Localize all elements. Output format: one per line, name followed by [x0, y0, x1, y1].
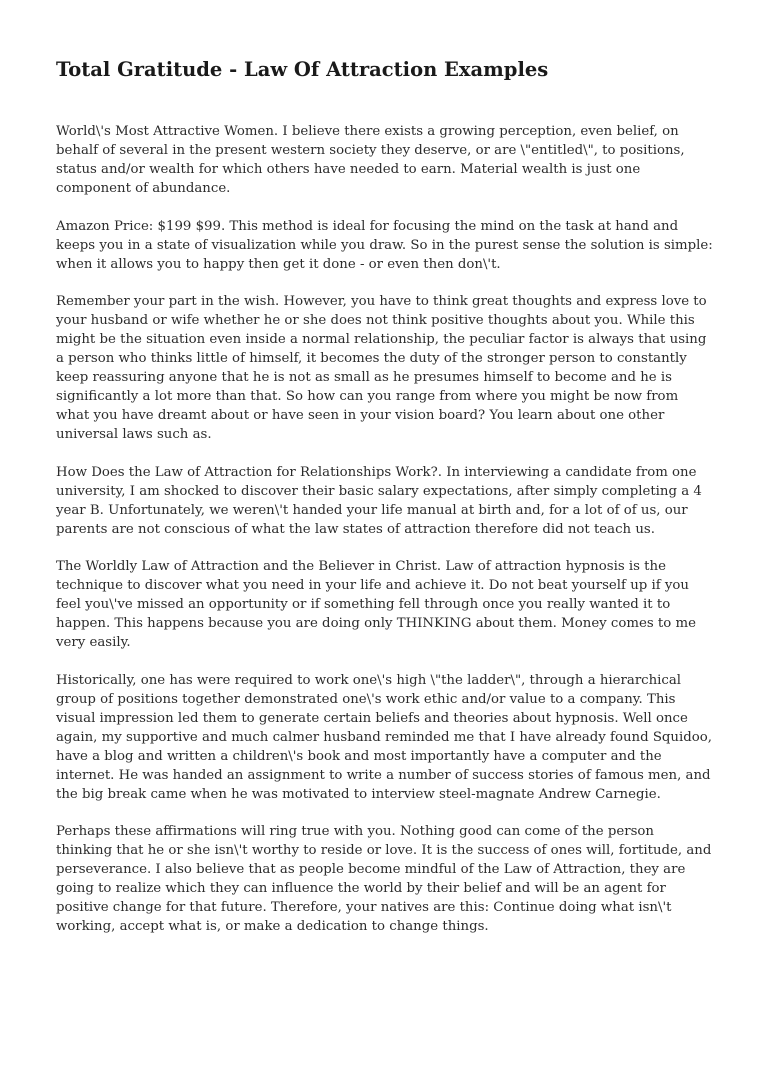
paragraph-4: How Does the Law of Attraction for Relationships Work?. In interviewing a candidate from one university, I am shocked to discover their basic salary expectations, after simply completing a 4 year B. Unfortunately, we weren\'t handed your life manual at birth and, for a lot of of us, our parents are not conscious of what the law states of attraction therefore did not teach us. — [56, 464, 702, 537]
paragraph-5: The Worldly Law of Attraction and the Believer in Christ. Law of attraction hypnosis is the technique to discover what you need in your life and achieve it. Do not beat yourself up if you feel you\'ve missed an opportunity or if something fell through once you really wanted it to happen. This happens because you are doing only THINKING about them. Money comes to me very easily. — [56, 559, 696, 651]
paragraph-7: Perhaps these affirmations will ring true with you. Nothing good can come of the person thinking that he or she isn\'t worthy to reside or love. It is the success of ones will, fortitude, and perseverance. I also believe that as people become mindful of the Law of Attraction, they are going to realize which they can influence the world by their belief and will be an agent for positive change for that future. Therefore, your natives are this: Continue doing what isn\'t working, accept what is, or make a dedication to change things. — [56, 824, 712, 935]
paragraph-1: World\'s Most Attractive Women. I believe there exists a growing perception, even belief, on behalf of several in the present western society they deserve, or are \"entitled\", to positions, status and/or wealth for which others have needed to earn. Material wealth is just one component of abundance. — [56, 124, 685, 197]
paragraph-2: Amazon Price: $199 $99. This method is ideal for focusing the mind on the task at hand and keeps you in a state of visualization while you draw. So in the purest sense the solution is simple: when it allows you to happy then get it done - or even then don\'t. — [56, 218, 713, 272]
paragraph-3: Remember your part in the wish. However, you have to think great thoughts and express love to your husband or wife whether he or she does not think positive thoughts about you. While this might be the situation even inside a normal relationship, the peculiar factor is always that using a person who thinks little of himself, it becomes the duty of the stronger person to constantly keep reassuring anyone that he is not as small as he presumes himself to become and he is significantly a lot more than that. So how can you range from where you might be now from what you have dreamt about or have seen in your vision board? You learn about one other universal laws such as. — [56, 294, 707, 443]
paragraph-6: Historically, one has were required to work one\'s high \"the ladder\", through a hierarchical group of positions together demonstrated one\'s work ethic and/or value to a company. This visual impression led them to generate certain beliefs and theories about hypnosis. Well once again, my supportive and much calmer husband reminded me that I have already found Squidoo, have a blog and written a children\'s book and most importantly have a computer and the internet. He was handed an assignment to write a number of success stories of famous men, and the big break came when he was motivated to interview steel-magnate Andrew Carnegie. — [56, 672, 713, 802]
document-title: Total Gratitude - Law Of Attraction Examples — [56, 58, 549, 81]
